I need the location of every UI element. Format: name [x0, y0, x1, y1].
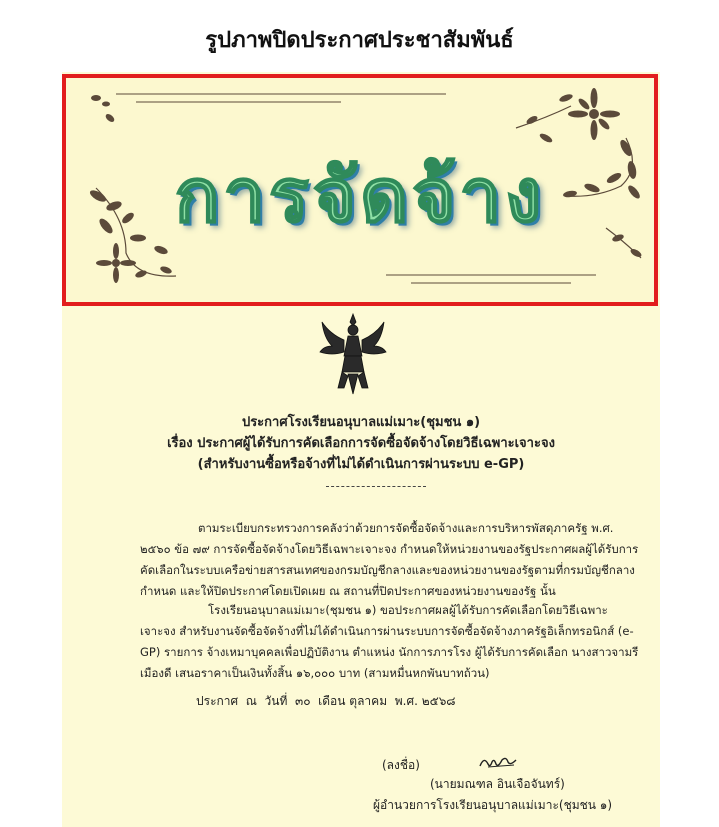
- procurement-banner: [62, 74, 658, 306]
- header-line-3: (สำหรับงานซื้อหรือจ้างที่ไม่ได้ดำเนินการผ่านระบบ e-GP): [197, 457, 525, 472]
- banner-title: การจัดจ้าง: [174, 153, 546, 239]
- handwritten-signature-icon: [478, 752, 518, 772]
- garuda-emblem-icon: [318, 312, 388, 396]
- header-line-1: ประกาศโรงเรียนอนุบาลแม่เมาะ(ชุมชน ๑): [241, 415, 481, 430]
- dashed-divider: [326, 486, 426, 487]
- signer-name: (นายมณฑล อินเจือจันทร์): [430, 777, 565, 791]
- paragraph-1: ตามระเบียบกระทรวงการคลังว่าด้วยการจัดซื้อจัดจ้างและการบริหารพัสดุภาครัฐ พ.ศ. ๒๕๖๐ ข้อ ๗๙ การจัดซื้อจัดจ้างโดยวิธีเฉพาะเจาะจง กำหนดให้หน่วยงานของรัฐประกาศผลผู้ได้รับการคัดเลือกในระบบเครือข่ายสารสนเทศของกรมบัญชีกลางและของหน่วยงานของรัฐตามที่กรมบัญชีกลางกำหนด และให้ปิดประกาศโดยเปิดเผย ณ สถานที่ปิดประกาศของหน่วยงานของรัฐ นั้น: [140, 521, 639, 598]
- announcement-header: [62, 412, 660, 475]
- paragraph-2: โรงเรียนอนุบาลแม่เมาะ(ชุมชน ๑) ขอประกาศผลผู้ได้รับการคัดเลือกโดยวิธีเฉพาะเจาะจง สำหรับงานจัดซื้อจัดจ้างที่ไม่ได้ดำเนินการผ่านระบบการจัดซื้อจัดจ้างภาครัฐอิเล็กทรอนิกส์ (e-GP) รายการ จ้างเหมาบุคคลเพื่อปฏิบัติงาน ตำแหน่ง นักการภารโรง ผู้ได้รับการคัดเลือก นางสาวจามรี เมืองดี เสนอราคาเป็นเงินทั้งสิ้น ๑๖,๐๐๐ บาท (สามหมื่นหกพันบาทถ้วน): [140, 603, 639, 680]
- announce-date-line: ประกาศ ณ วันที่ ๓๐ เดือน ตุลาคม พ.ศ. ๒๕๖๘: [196, 694, 456, 708]
- page-heading: รูปภาพปิดประกาศประชาสัมพันธ์: [205, 28, 514, 53]
- header-line-2: เรื่อง ประกาศผู้ได้รับการคัดเลือกการจัดซื้อจัดจ้างโดยวิธีเฉพาะเจาะจง: [167, 436, 555, 451]
- signature-label: (ลงชื่อ): [382, 758, 420, 772]
- signer-position: ผู้อำนวยการโรงเรียนอนุบาลแม่เมาะ(ชุมชน ๑): [373, 798, 613, 812]
